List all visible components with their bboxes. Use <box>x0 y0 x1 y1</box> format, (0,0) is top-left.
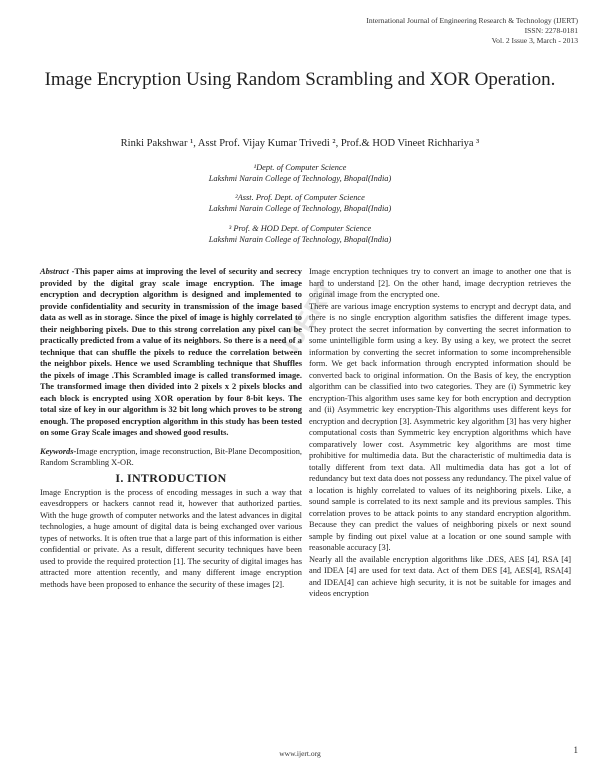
section-heading-introduction: I. INTRODUCTION <box>115 470 227 485</box>
affiliation-3 <box>40 224 560 245</box>
body-paragraph-2: There are various image encryption systems to encrypt and decrypt data, and there is no single encryption algorithm satisfies the different image types. They protect the secret information by converting the secret information to some unintelligible form using a key. By using a key, we protect the secret information by converting the secret information to some incomprehensible form. We get back information through encrypted information should be converted back to original information. On the Basis of key, the encryption algorithm can be classified into two categories. They are (i) Symmetric key encryption-This algorithm uses same key for both encryption and decryption and (ii) Asymmetric key encryption-This algorithms uses different keys for encryption and decryption [3]. Asymmetric key algorithm [3] has very higher computational costs than Symmetric key encryption algorithms which have comparatively lower cost. Asymmetric key algorithms are most time prohibitive for multimedia data. But the characteristic of multimedia data is totally different from text data. All multimedia data has got a lot of redundancy but text data does not possess any redundancy. The pixel value of a location is highly correlated to values of its neighboring pixels. Like, a sound sample is correlated to its next sample and its previous samples. This correlation proves to be attack points to any standard encryption algorithm. Because they can predict the values of neighboring pixels or next sound sample by finding out pixel value at a location or one sound sample with reasonable accuracy [3]. <box>309 301 571 552</box>
journal-issn: ISSN: 2278-0181 <box>524 26 578 35</box>
affiliation-dept: ¹Dept. of Computer Science <box>253 163 347 172</box>
footer-url-link[interactable]: www.ijert.org <box>279 749 321 758</box>
abstract-text: -This paper aims at improving the level of security and secrecy provided by the digital gray scale image encryption. The image encryption and decryption algorithm is designed and implemented to provide confidentiality and security in transmission of the image based data as well as in storage. Since the pixel of image is highly correlated to their neighboring pixels. Due to this strong correlation any pixel can be practically predicted from a value of its neighbors. So there is a need of a technique that can shuffle the pixels to reduce the correlation between the neighbor pixels. Hence we used Scrambling technique that Shuffles the pixels of image .This Scrambled image is called transformed image. The transformed image then divided into 2 pixels x 2 pixels blocks and each block is encrypted using XOR operation by four 8-bit keys. The total size of key in our algorithm is 32 bit long which proves to be strong enough. The proposed encryption algorithm in this study has been tested on some Gray Scale images and showed good results. <box>40 267 302 437</box>
left-column <box>40 266 302 590</box>
affiliation-dept: ³ Prof. & HOD Dept. of Computer Science <box>228 224 372 233</box>
affiliation-dept: ²Asst. Prof. Dept. of Computer Science <box>235 193 365 202</box>
page-number: 1 <box>573 745 578 755</box>
journal-header <box>366 16 578 46</box>
affiliation-1 <box>40 163 560 184</box>
journal-name: International Journal of Engineering Research & Technology (IJERT) <box>366 16 578 25</box>
right-column <box>309 266 571 600</box>
author-list: Rinki Pakshwar ¹, Asst Prof. Vijay Kumar Trivedi ², Prof.& HOD Vineet Richhariya ³ <box>120 138 480 149</box>
ijert-watermark: IJERT <box>275 273 343 357</box>
journal-volume: Vol. 2 Issue 3, March - 2013 <box>491 36 578 45</box>
intro-paragraph: Image Encryption is the process of encoding messages in such a way that eavesdroppers or hackers cannot read it, however that authorized parties. With the huge growth of computer networks and the latest advances in digital technologies, a huge amount of digital data is being exchanged over various types of networks. It is often true that a large part of this information is either confidential or private. As a result, different security techniques have been used to provide the required protection [1]. The security of digital images has attracted more attention recently, and many different image encryption methods have been proposed to enhance the security of these images [2]. <box>40 487 302 589</box>
keywords <box>40 446 302 469</box>
paper-title: Image Encryption Using Random Scrambling and XOR Operation. <box>44 69 556 90</box>
affiliation-2 <box>40 193 560 214</box>
keywords-label: Keywords- <box>40 446 77 456</box>
body-paragraph-1: Image encryption techniques try to convert an image to another one that is hard to understand [2]. On the other hand, image decryption retrieves the original image from the encrypted one. <box>309 267 571 299</box>
affiliation-college: Lakshmi Narain College of Technology, Bhopal(India) <box>208 173 392 183</box>
keywords-text: Image encryption, image reconstruction, Bit-Plane Decomposition, Random Scrambling X-OR. <box>40 446 302 467</box>
affiliation-college: Lakshmi Narain College of Technology, Bhopal(India) <box>208 234 392 244</box>
affiliation-college: Lakshmi Narain College of Technology, Bhopal(India) <box>208 203 392 213</box>
abstract-label: Abstract <box>40 267 69 276</box>
abstract <box>40 266 302 439</box>
body-paragraph-3: Nearly all the available encryption algorithms like .DES, AES [4], RSA [4] and IDEA [4] are used for text data. Act of them DES [4], AES[4], RSA[4] and IDEA[4] can achieve high security, it is not be suitable for images and videos encryption <box>309 554 571 598</box>
